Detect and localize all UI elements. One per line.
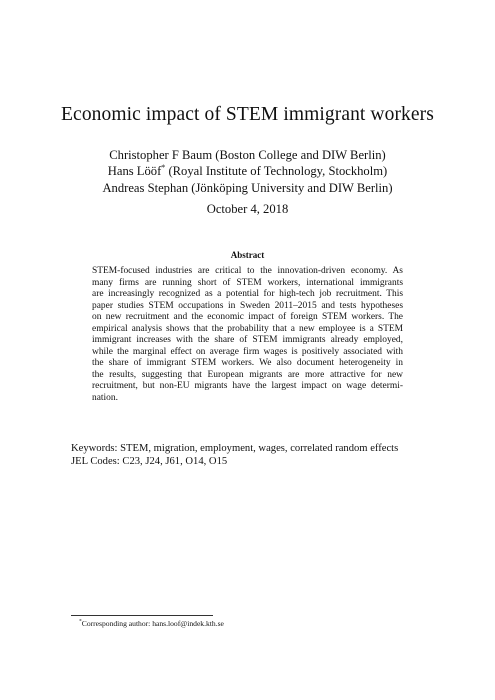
abstract-line: on new recruitment and the economic impact of foreign STEM workers. The	[92, 312, 403, 323]
paper-date: October 4, 2018	[206, 202, 289, 216]
abstract-line: nation.	[92, 393, 118, 404]
abstract-line: paper studies STEM occupations in Sweden 2011–2015 and tests hypotheses	[92, 300, 403, 311]
author-affiliation: (Jönköping University and DIW Berlin)	[191, 180, 393, 195]
keywords-block	[71, 442, 398, 468]
author-name: Hans Lööf	[107, 164, 162, 179]
footnote-marker: *	[161, 163, 166, 173]
footnote	[79, 619, 224, 629]
abstract-line: many firms are running short of STEM workers, international immigrants	[92, 277, 403, 288]
footnote-marker: *	[79, 618, 82, 625]
footnote-rule	[71, 615, 213, 616]
author-line-3	[0, 180, 495, 196]
abstract-line: the results, suggesting that European migrants are more attractive for new	[92, 369, 403, 380]
author-list	[0, 147, 495, 196]
author-line-1	[0, 147, 495, 163]
abstract-line: empirical analysis shows that the probability that a new employee is a STEM	[92, 323, 403, 334]
keywords: Keywords: STEM, migration, employment, wages, correlated random effects	[71, 443, 399, 454]
abstract-line: STEM-focused industries are critical to the innovation-driven economy. As	[92, 266, 403, 276]
abstract-line: while the marginal effect on average firm wages is positively associated with	[92, 346, 403, 357]
abstract-line: are increasingly recognized as a potential for high-tech job recruitment. This	[92, 289, 403, 300]
author-affiliation: (Royal Institute of Technology, Stockholm)	[168, 164, 388, 179]
abstract-heading: Abstract	[230, 250, 265, 260]
abstract-line: the share of immigrant STEM workers. We also document heterogeneity in	[92, 358, 403, 369]
abstract-line: immigrant increases with the share of STEM immigrants already employed,	[92, 335, 403, 346]
jel-codes: JEL Codes: C23, J24, J61, O14, O15	[71, 456, 228, 467]
author-line-2	[0, 163, 495, 179]
footnote-text: Corresponding author: hans.loof@indek.kth.se	[81, 619, 224, 628]
author-name: Andreas Stephan	[102, 180, 189, 195]
author-affiliation: (Boston College and DIW Berlin)	[215, 148, 386, 162]
abstract-line: recruitment, but non-EU migrants have the largest impact on wage determi-	[92, 381, 403, 392]
abstract-body	[92, 266, 403, 405]
paper-title: Economic impact of STEM immigrant workers	[61, 104, 434, 125]
author-name: Christopher F Baum	[109, 148, 213, 162]
